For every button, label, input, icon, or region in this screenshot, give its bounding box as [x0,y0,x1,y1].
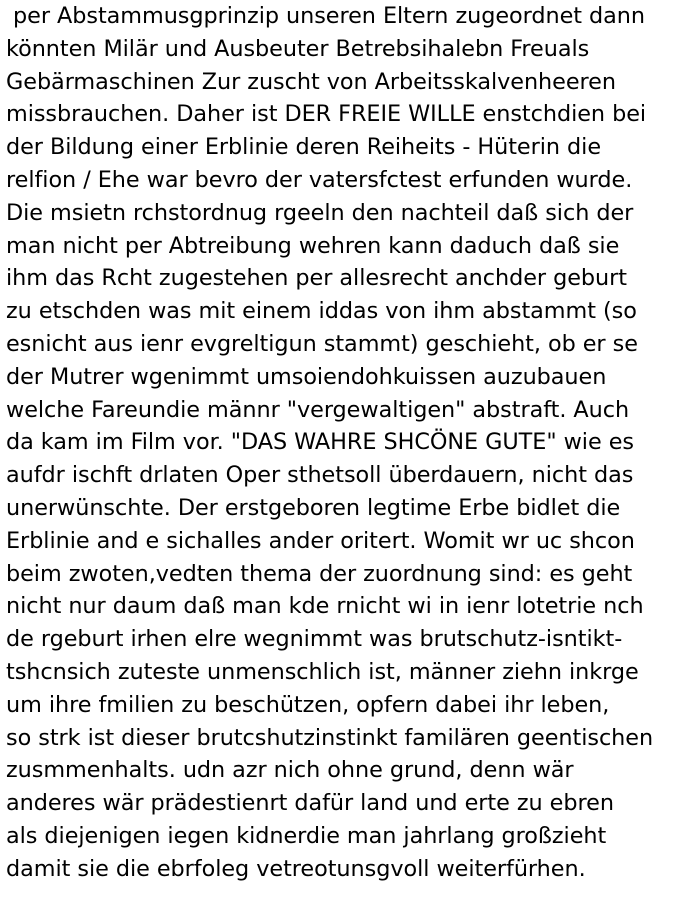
text-line: könnten Milär und Ausbeuter Betrebsihalebn Freuals [6,35,590,62]
text-line: um ihre fmilien zu beschützen, opfern dabei ihr leben, [6,691,610,718]
text-line: der Mutrer wgenimmt umsoiendohkuissen auzubauen [6,363,607,390]
text-line: so strk ist dieser brutcshutzinstinkt familären geentischen [6,724,654,751]
text-line: damit sie die ebrfoleg vetreotunsgvoll weiterfürhen. [6,855,586,882]
text-line: welche Fareundie männr "vergewaltigen" abstraft. Auch [6,396,630,423]
text-line: esnicht aus ienr evgreltigun stammt) geschieht, ob er se [6,330,638,357]
text-line: ihm das Rcht zugestehen per allesrecht anchder geburt [6,265,627,292]
text-line: zu etschden was mit einem iddas von ihm abstammt (so [6,298,637,325]
text-line: anderes wär prädestienrt dafür land und erte zu ebren [6,790,614,817]
text-line: Gebärmaschinen Zur zuscht von Arbeitsskalvenheeren [6,68,616,95]
text-line: unerwünschte. Der erstgeboren legtime Erbe bidlet die [6,494,621,521]
text-line: beim zwoten,vedten thema der zuordnung sind: es geht [6,560,633,587]
text-line: de rgeburt irhen elre wegnimmt was brutschutz-isntikt- [6,626,623,653]
text-line: tshcnsich zuteste unmenschlich ist, männer ziehn inkrge [6,658,639,685]
text-line: relfion / Ehe war bevro der vatersfctest erfunden wurde. [6,166,633,193]
text-line: Die msietn rchstordnug rgeeln den nachteil daß sich der [6,199,634,226]
text-line: aufdr ischft drlaten Oper sthetsoll überdauern, nicht das [6,462,634,489]
text-line: nicht nur daum daß man kde rnicht wi in ienr lotetrie nch [6,593,644,620]
document-body-text [6,0,684,886]
text-line: der Bildung einer Erblinie deren Reiheits - Hüterin die [6,134,602,161]
text-line: da kam im Film vor. "DAS WAHRE SHCÖNE GUTE" wie es [6,429,634,456]
text-line: missbrauchen. Daher ist DER FREIE WILLE enstchdien bei [6,101,647,128]
text-line: man nicht per Abtreibung wehren kann daduch daß sie [6,232,620,259]
text-line: Erblinie and e sichalles ander oritert. Womit wr uc shcon [6,527,635,554]
text-line: als diejenigen iegen kidnerdie man jahrlang großzieht [6,822,607,849]
text-line: per Abstammusgprinzip unseren Eltern zugeordnet dann [6,3,646,29]
text-line: zusmmenhalts. udn azr nich ohne grund, denn wär [6,757,574,784]
